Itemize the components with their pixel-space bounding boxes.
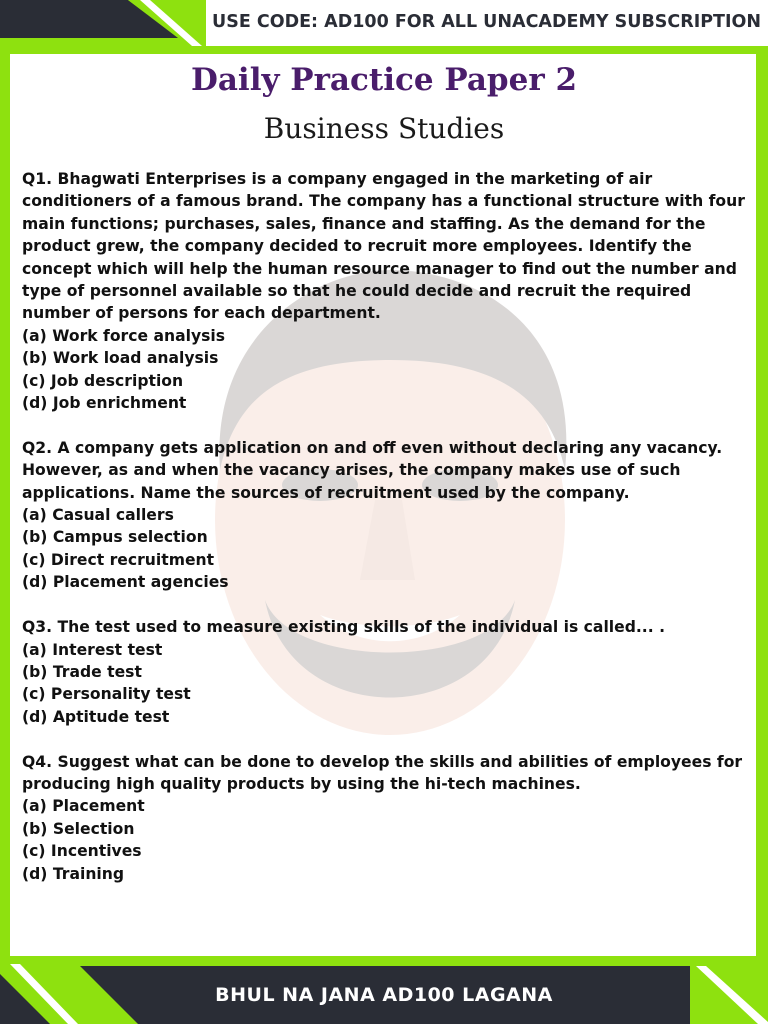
question-1	[22, 168, 762, 414]
question-4	[22, 751, 762, 885]
option-item: (c) Incentives	[22, 842, 142, 861]
option-item: (a) Work force analysis	[22, 326, 226, 345]
option-item: (d) Training	[22, 864, 125, 883]
option-list	[22, 639, 762, 729]
option-item: (c) Personality test	[22, 685, 191, 704]
question-text: Q1. Bhagwati Enterprises is a company engaged in the marketing of air conditioners of a famous brand. The company has a functional structure with four main functions; purchases, sales, finance and staffing. As the demand for the product grew, the company decided to recruit more employees. Identify the concept which will help the human resource manager to find out the number and type of personnel available so that he could decide and recruit the required number of persons for each department.	[22, 170, 745, 323]
question-text: Q3. The test used to measure existing skills of the individual is called... .	[22, 618, 666, 637]
option-item: (d) Placement agencies	[22, 573, 229, 592]
option-item: (b) Selection	[22, 819, 135, 838]
question-2	[22, 437, 762, 594]
option-list	[22, 795, 762, 885]
option-item: (a) Interest test	[22, 640, 163, 659]
question-text: Q4. Suggest what can be done to develop the skills and abilities of employees for producing high quality products by using the hi-tech machines.	[22, 752, 743, 793]
question-list	[22, 168, 762, 907]
option-item: (a) Casual callers	[22, 506, 174, 525]
promo-code-text: USE CODE: AD100 FOR ALL UNACADEMY SUBSCRIPTION	[212, 12, 762, 32]
option-item: (a) Placement	[22, 797, 145, 816]
subject-subtitle: Business Studies	[263, 112, 505, 145]
option-item: (b) Campus selection	[22, 528, 208, 547]
option-item: (b) Trade test	[22, 662, 142, 681]
option-list	[22, 504, 762, 594]
option-list	[22, 325, 762, 415]
option-item: (c) Direct recruitment	[22, 550, 215, 569]
option-item: (d) Aptitude test	[22, 707, 170, 726]
option-item: (d) Job enrichment	[22, 394, 187, 413]
question-3	[22, 616, 762, 728]
page-title: Daily Practice Paper 2	[190, 62, 578, 98]
option-item: (c) Job description	[22, 371, 184, 390]
question-text: Q2. A company gets application on and off even without declaring any vacancy. However, as and when the vacancy arises, the company makes use of such applications. Name the sources of recruitment used by the company.	[22, 438, 723, 502]
footer-banner-text: BHUL NA JANA AD100 LAGANA	[215, 984, 553, 1006]
option-item: (b) Work load analysis	[22, 349, 219, 368]
